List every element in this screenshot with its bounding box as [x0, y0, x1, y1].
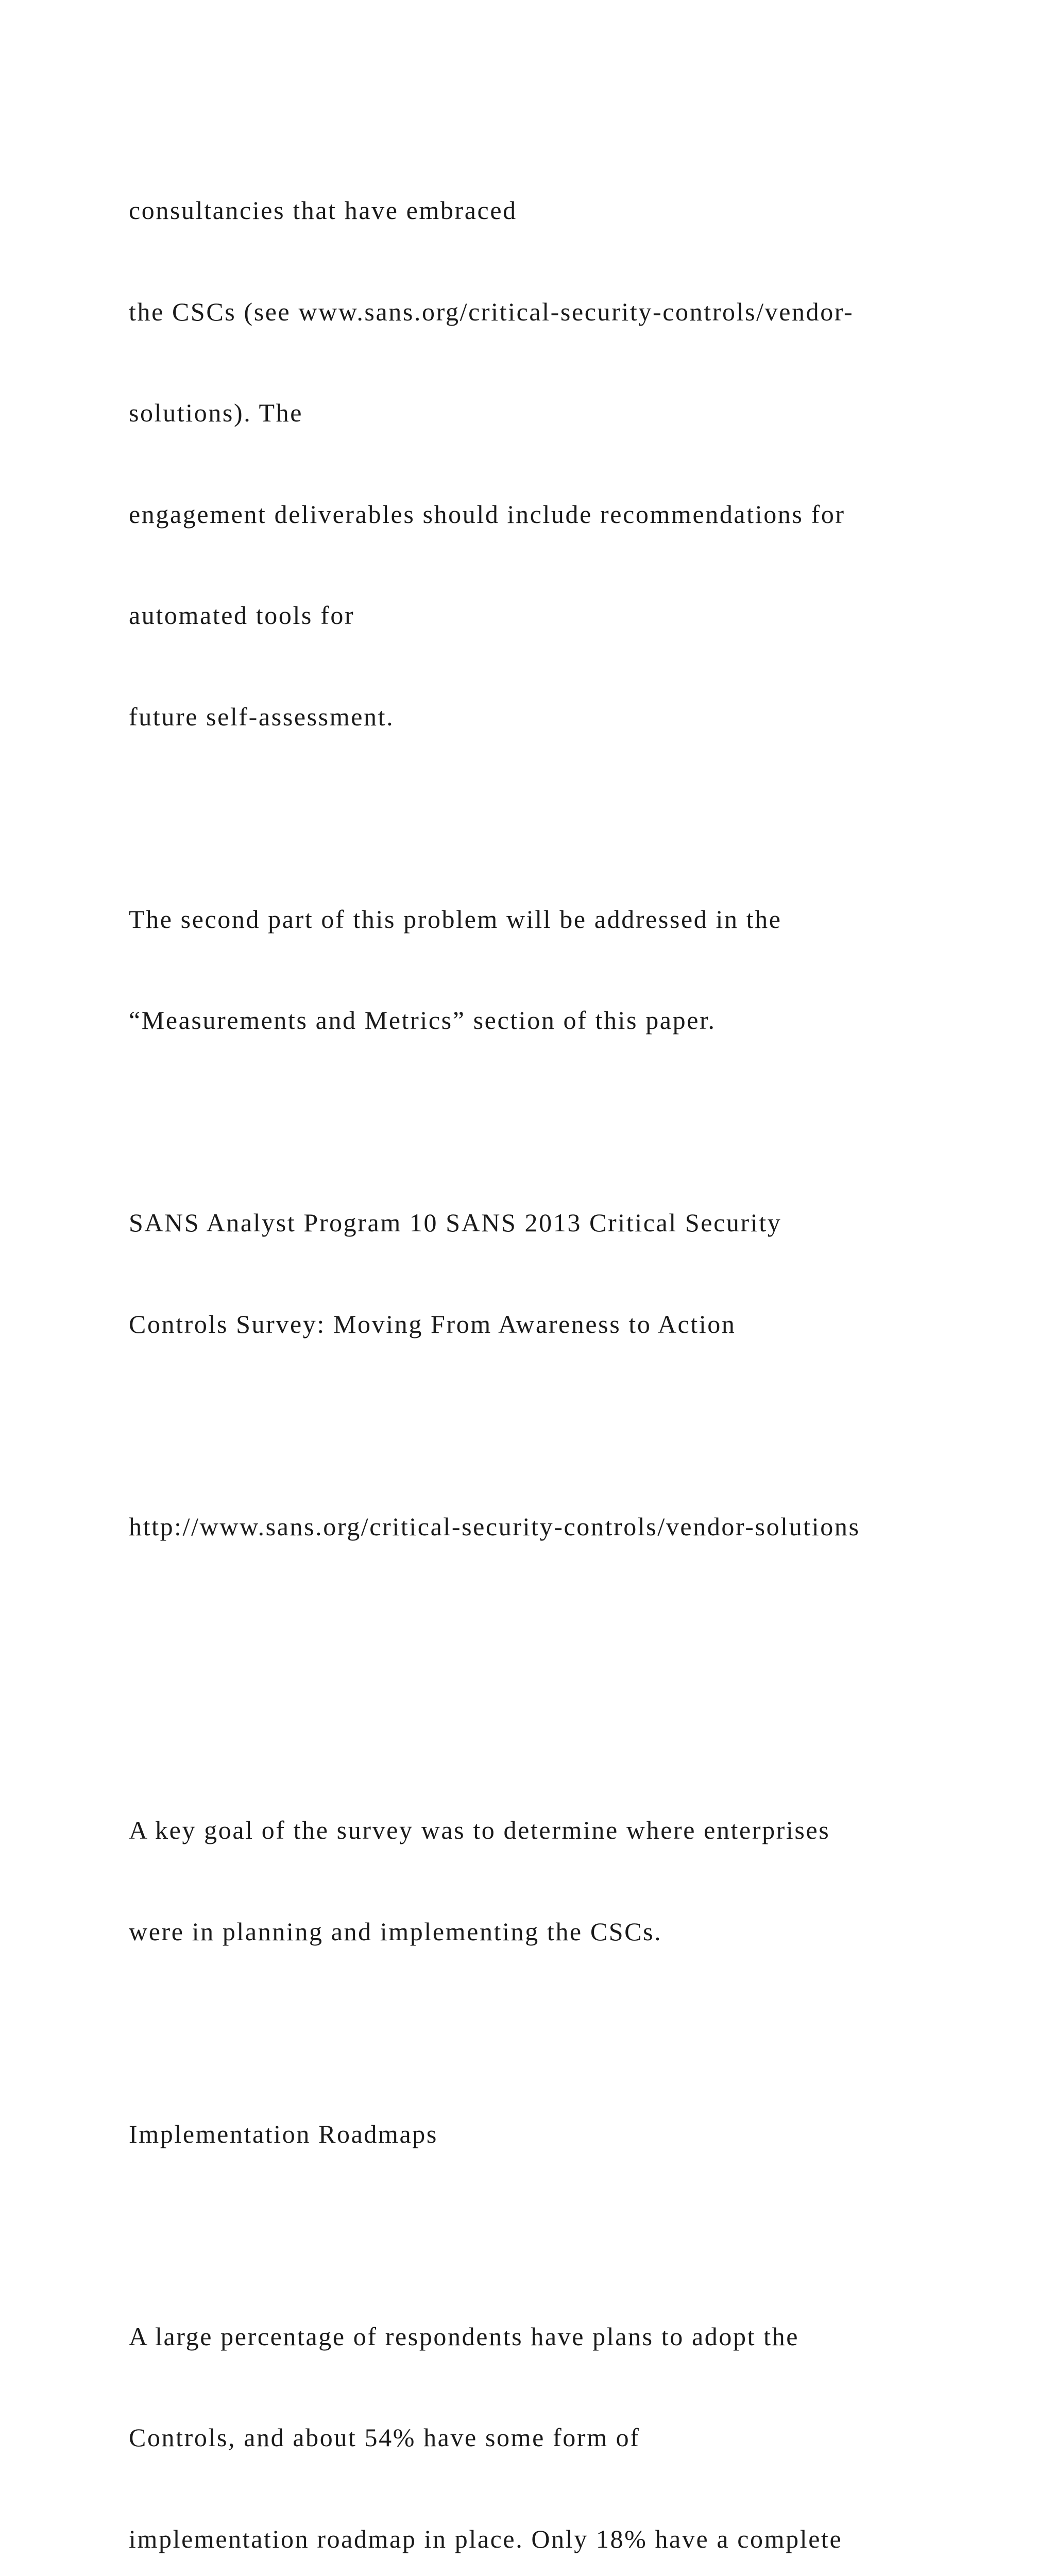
- paragraph-line: solutions). The: [129, 398, 303, 427]
- blank-line: [129, 1105, 1005, 1139]
- paragraph-line: implementation roadmap in place. Only 18% have a complete: [129, 2524, 843, 2553]
- paragraph-line: were in planning and implementing the CSCs.: [129, 1917, 662, 1946]
- paragraph-line: the CSCs (see www.sans.org/critical-security-controls/vendor-: [129, 297, 854, 326]
- paragraph-line: automated tools for: [129, 601, 355, 630]
- blank-line: [129, 1611, 1005, 1645]
- paragraph-line: A large percentage of respondents have plans to adopt the: [129, 2321, 799, 2351]
- section-heading: Implementation Roadmaps: [129, 2119, 438, 2148]
- blank-line: [129, 2016, 1005, 2050]
- footer-line: SANS Analyst Program 10 SANS 2013 Critical Security: [129, 1208, 782, 1237]
- paragraph-line: The second part of this problem will be addressed in the: [129, 904, 782, 934]
- blank-line: [129, 2218, 1005, 2252]
- url-line: http://www.sans.org/critical-security-controls/vendor-solutions: [129, 1512, 860, 1541]
- paragraph-line: “Measurements and Metrics” section of this paper.: [129, 1006, 716, 1035]
- blank-line: [129, 1713, 1005, 1747]
- footer-line: Controls Survey: Moving From Awareness to Action: [129, 1309, 736, 1338]
- paragraph-line: future self-assessment.: [129, 702, 395, 731]
- paragraph-line: A key goal of the survey was to determine where enterprises: [129, 1816, 830, 1844]
- paragraph-line: consultancies that have embraced: [129, 196, 517, 225]
- document-body: [129, 126, 1005, 2576]
- paragraph-line: engagement deliverables should include recommendations for: [129, 499, 845, 529]
- blank-line: [129, 801, 1005, 835]
- paragraph-line: Controls, and about 54% have some form of: [129, 2423, 640, 2452]
- blank-line: [129, 1409, 1005, 1443]
